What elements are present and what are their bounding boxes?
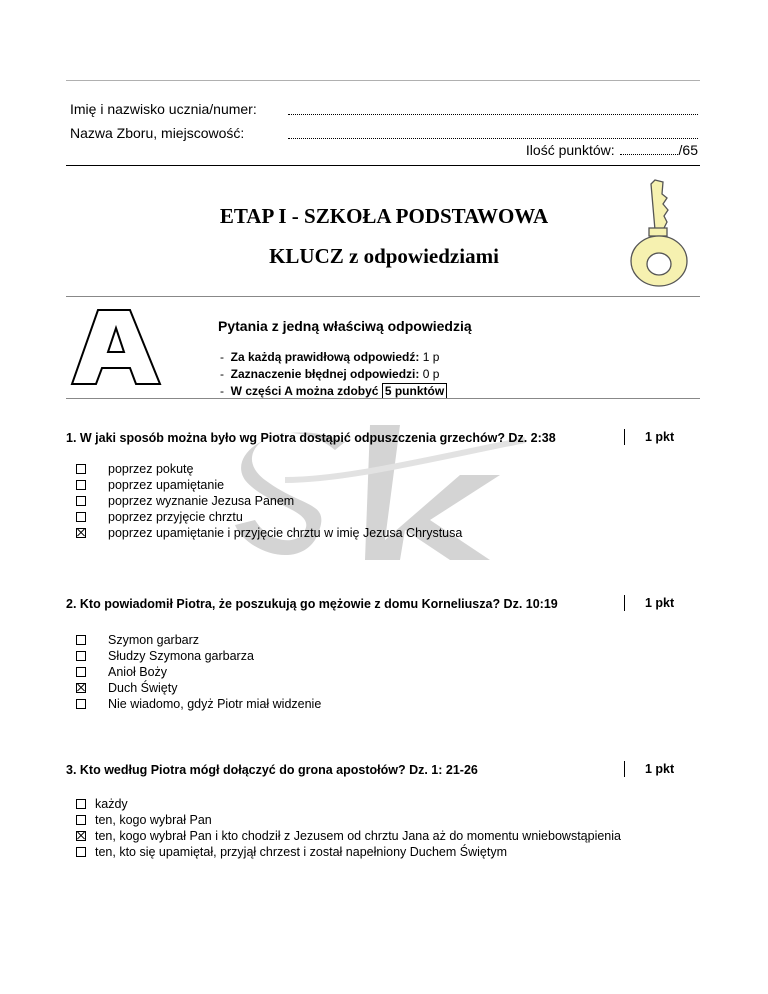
section-rule-top: [66, 296, 700, 297]
checkbox-checked[interactable]: [76, 683, 86, 693]
score-line: [526, 142, 698, 158]
checkbox[interactable]: [76, 651, 86, 661]
rule-item: - Zaznaczenie błędnej odpowiedzi: 0 p: [220, 367, 440, 381]
option-2-2[interactable]: Słudzy Szymona garbarza: [76, 648, 321, 664]
congregation-field[interactable]: [288, 127, 698, 139]
section-title: Pytania z jedną właściwą odpowiedzią: [218, 318, 472, 334]
top-rule: [66, 80, 700, 81]
question-1-options: [76, 461, 462, 541]
header-rule: [66, 165, 700, 166]
question-2-points: 1 pkt: [624, 595, 674, 611]
section-rule-bottom: [66, 398, 700, 399]
page-subtitle: KLUCZ z odpowiedziami: [269, 244, 499, 268]
option-2-1[interactable]: Szymon garbarz: [76, 632, 321, 648]
watermark-text: Sk: [225, 420, 227, 421]
checkbox[interactable]: [76, 464, 86, 474]
option-3-4[interactable]: ten, kto się upamiętał, przyjął chrzest i został napełniony Duchem Świętym: [76, 844, 621, 860]
question-3-options: [76, 796, 621, 860]
checkbox[interactable]: [76, 480, 86, 490]
checkbox[interactable]: [76, 512, 86, 522]
checkbox[interactable]: [76, 635, 86, 645]
option-3-2[interactable]: ten, kogo wybrał Pan: [76, 812, 621, 828]
checkbox[interactable]: [76, 667, 86, 677]
checkbox[interactable]: [76, 847, 86, 857]
section-rules: [220, 349, 447, 400]
option-1-3[interactable]: poprzez wyznanie Jezusa Panem: [76, 493, 462, 509]
name-label: Imię i nazwisko ucznia/numer:: [70, 101, 257, 117]
option-1-4[interactable]: poprzez przyjęcie chrztu: [76, 509, 462, 525]
checkbox[interactable]: [76, 815, 86, 825]
checkbox-checked[interactable]: [76, 831, 86, 841]
score-field[interactable]: [620, 144, 678, 155]
question-1-points: 1 pkt: [624, 429, 674, 445]
score-max: /65: [678, 142, 698, 158]
checkbox-checked[interactable]: [76, 528, 86, 538]
option-1-2[interactable]: poprzez upamiętanie: [76, 477, 462, 493]
question-3-title: 3. Kto według Piotra mógł dołączyć do grona apostołów? Dz. 1: 21-26: [66, 763, 478, 777]
option-2-4[interactable]: Duch Święty: [76, 680, 321, 696]
question-1-title: 1. W jaki sposób można było wg Piotra dostąpić odpuszczenia grzechów? Dz. 2:38: [66, 431, 556, 445]
option-2-5[interactable]: Nie wiadomo, gdyż Piotr miał widzenie: [76, 696, 321, 712]
key-icon: [625, 178, 695, 290]
rule-item: - Za każdą prawidłową odpowiedź: 1 p: [220, 350, 440, 364]
rule-item: - W części A można zdobyć 5 punktów: [220, 383, 447, 400]
congregation-label: Nazwa Zboru, miejscowość:: [70, 125, 245, 141]
option-2-3[interactable]: Anioł Boży: [76, 664, 321, 680]
checkbox[interactable]: [76, 799, 86, 809]
option-1-1[interactable]: poprzez pokutę: [76, 461, 462, 477]
checkbox[interactable]: [76, 496, 86, 506]
page-title: ETAP I - SZKOŁA PODSTAWOWA: [219, 204, 549, 228]
score-label: Ilość punktów:: [525, 142, 615, 158]
section-letter: [68, 308, 164, 386]
checkbox[interactable]: [76, 699, 86, 709]
question-3-points: 1 pkt: [624, 761, 674, 777]
name-field[interactable]: [288, 103, 698, 115]
question-2-options: [76, 632, 321, 712]
option-3-3[interactable]: ten, kogo wybrał Pan i kto chodził z Jezusem od chrztu Jana aż do momentu wniebowstąpienia: [76, 828, 621, 844]
question-2-title: 2. Kto powiadomił Piotra, że poszukują go mężowie z domu Korneliusza? Dz. 10:19: [66, 597, 558, 611]
option-1-5[interactable]: poprzez upamiętanie i przyjęcie chrztu w imię Jezusa Chrystusa: [76, 525, 462, 541]
option-3-1[interactable]: każdy: [76, 796, 621, 812]
